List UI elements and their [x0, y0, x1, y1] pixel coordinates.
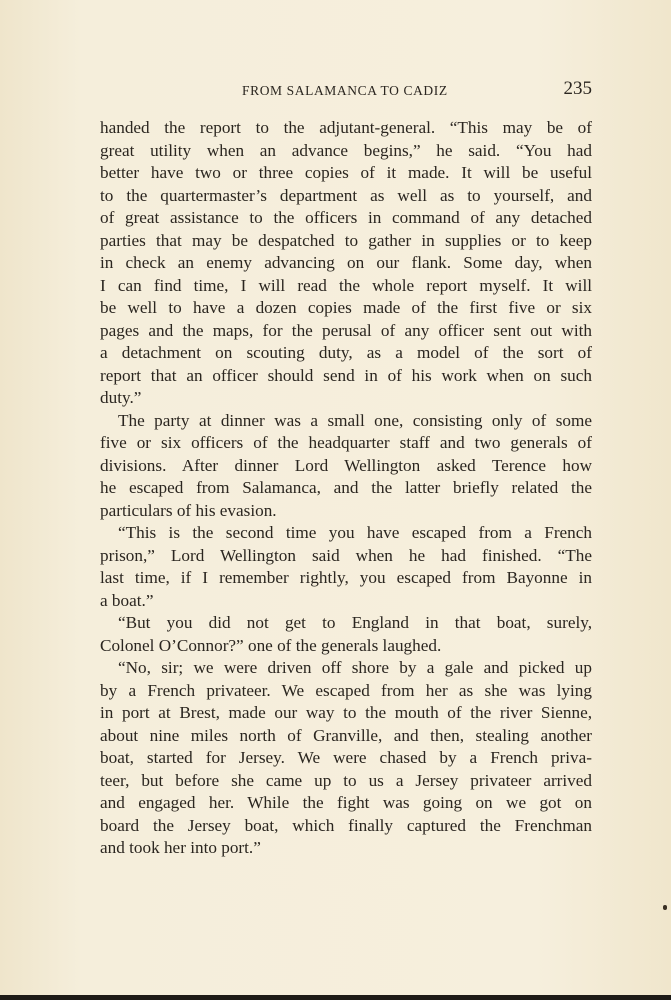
text-line: by a French privateer. We escaped from her as she was lying — [100, 680, 592, 700]
text-line: of great assistance to the officers in command of any detached — [100, 208, 592, 227]
text-line: five or six officers of the headquarter staff and two generals of — [100, 433, 592, 452]
text-line: he escaped from Salamanca, and the latter briefly related the — [100, 478, 592, 497]
paragraph-start-line: “No, sir; we were driven off shore by a gale and picked up — [118, 658, 592, 677]
paragraph-end-line: a boat.” — [100, 590, 154, 610]
text-line: great utility when an advance begins,” he said. “You had — [100, 140, 592, 160]
running-head — [100, 80, 592, 102]
text-line: in check an enemy advancing on our flank. Some day, when — [100, 253, 592, 272]
running-title: FROM SALAMANCA TO CADIZ — [242, 83, 448, 98]
text-line: be well to have a dozen copies made of the first five or six — [100, 298, 592, 317]
text-line: report that an officer should send in of his work when on such — [100, 365, 592, 385]
text-line: a detachment on scouting duty, as a model of the sort of — [100, 343, 592, 362]
ink-speck — [663, 905, 667, 910]
paragraph-start-line: “This is the second time you have escaped from a French — [118, 523, 592, 542]
body-text — [100, 117, 592, 860]
page-bottom-edge — [0, 995, 671, 1000]
paragraph-end-line: Colonel O’Connor?” one of the generals laughed. — [100, 635, 442, 655]
paragraph-start-line: The party at dinner was a small one, consisting only of some — [118, 410, 592, 430]
text-line: I can find time, I will read the whole report myself. It will — [100, 275, 592, 295]
text-line: prison,” Lord Wellington said when he had finished. “The — [100, 545, 592, 565]
text-line: to the quartermaster’s department as well as to yourself, and — [100, 185, 592, 205]
page-number: 235 — [563, 78, 592, 99]
text-line: divisions. After dinner Lord Wellington asked Terence how — [100, 455, 592, 475]
text-line: board the Jersey boat, which finally captured the Frenchman — [100, 815, 592, 835]
text-line: last time, if I remember rightly, you escaped from Bayonne in — [100, 568, 592, 587]
text-line: in port at Brest, made our way to the mouth of the river Sienne, — [100, 703, 592, 722]
paragraph-start-line: “But you did not get to England in that boat, surely, — [118, 613, 592, 632]
text-line: parties that may be despatched to gather in supplies or to keep — [100, 230, 592, 250]
text-line: boat, started for Jersey. We were chased by a French priva- — [100, 748, 592, 767]
paragraph-end-line: particulars of his evasion. — [100, 500, 277, 520]
paragraph-end-line: and took her into port.” — [100, 838, 261, 857]
text-line: teer, but before she came up to us a Jersey privateer arrived — [100, 770, 592, 790]
text-line: and engaged her. While the fight was going on we got on — [100, 793, 592, 812]
text-line: about nine miles north of Granville, and then, stealing another — [100, 725, 592, 745]
paragraph-end-line: duty.” — [100, 388, 142, 407]
text-line: handed the report to the adjutant-general. “This may be of — [100, 118, 592, 137]
text-line: better have two or three copies of it made. It will be useful — [100, 163, 592, 182]
text-line: pages and the maps, for the perusal of any officer sent out with — [100, 320, 592, 340]
